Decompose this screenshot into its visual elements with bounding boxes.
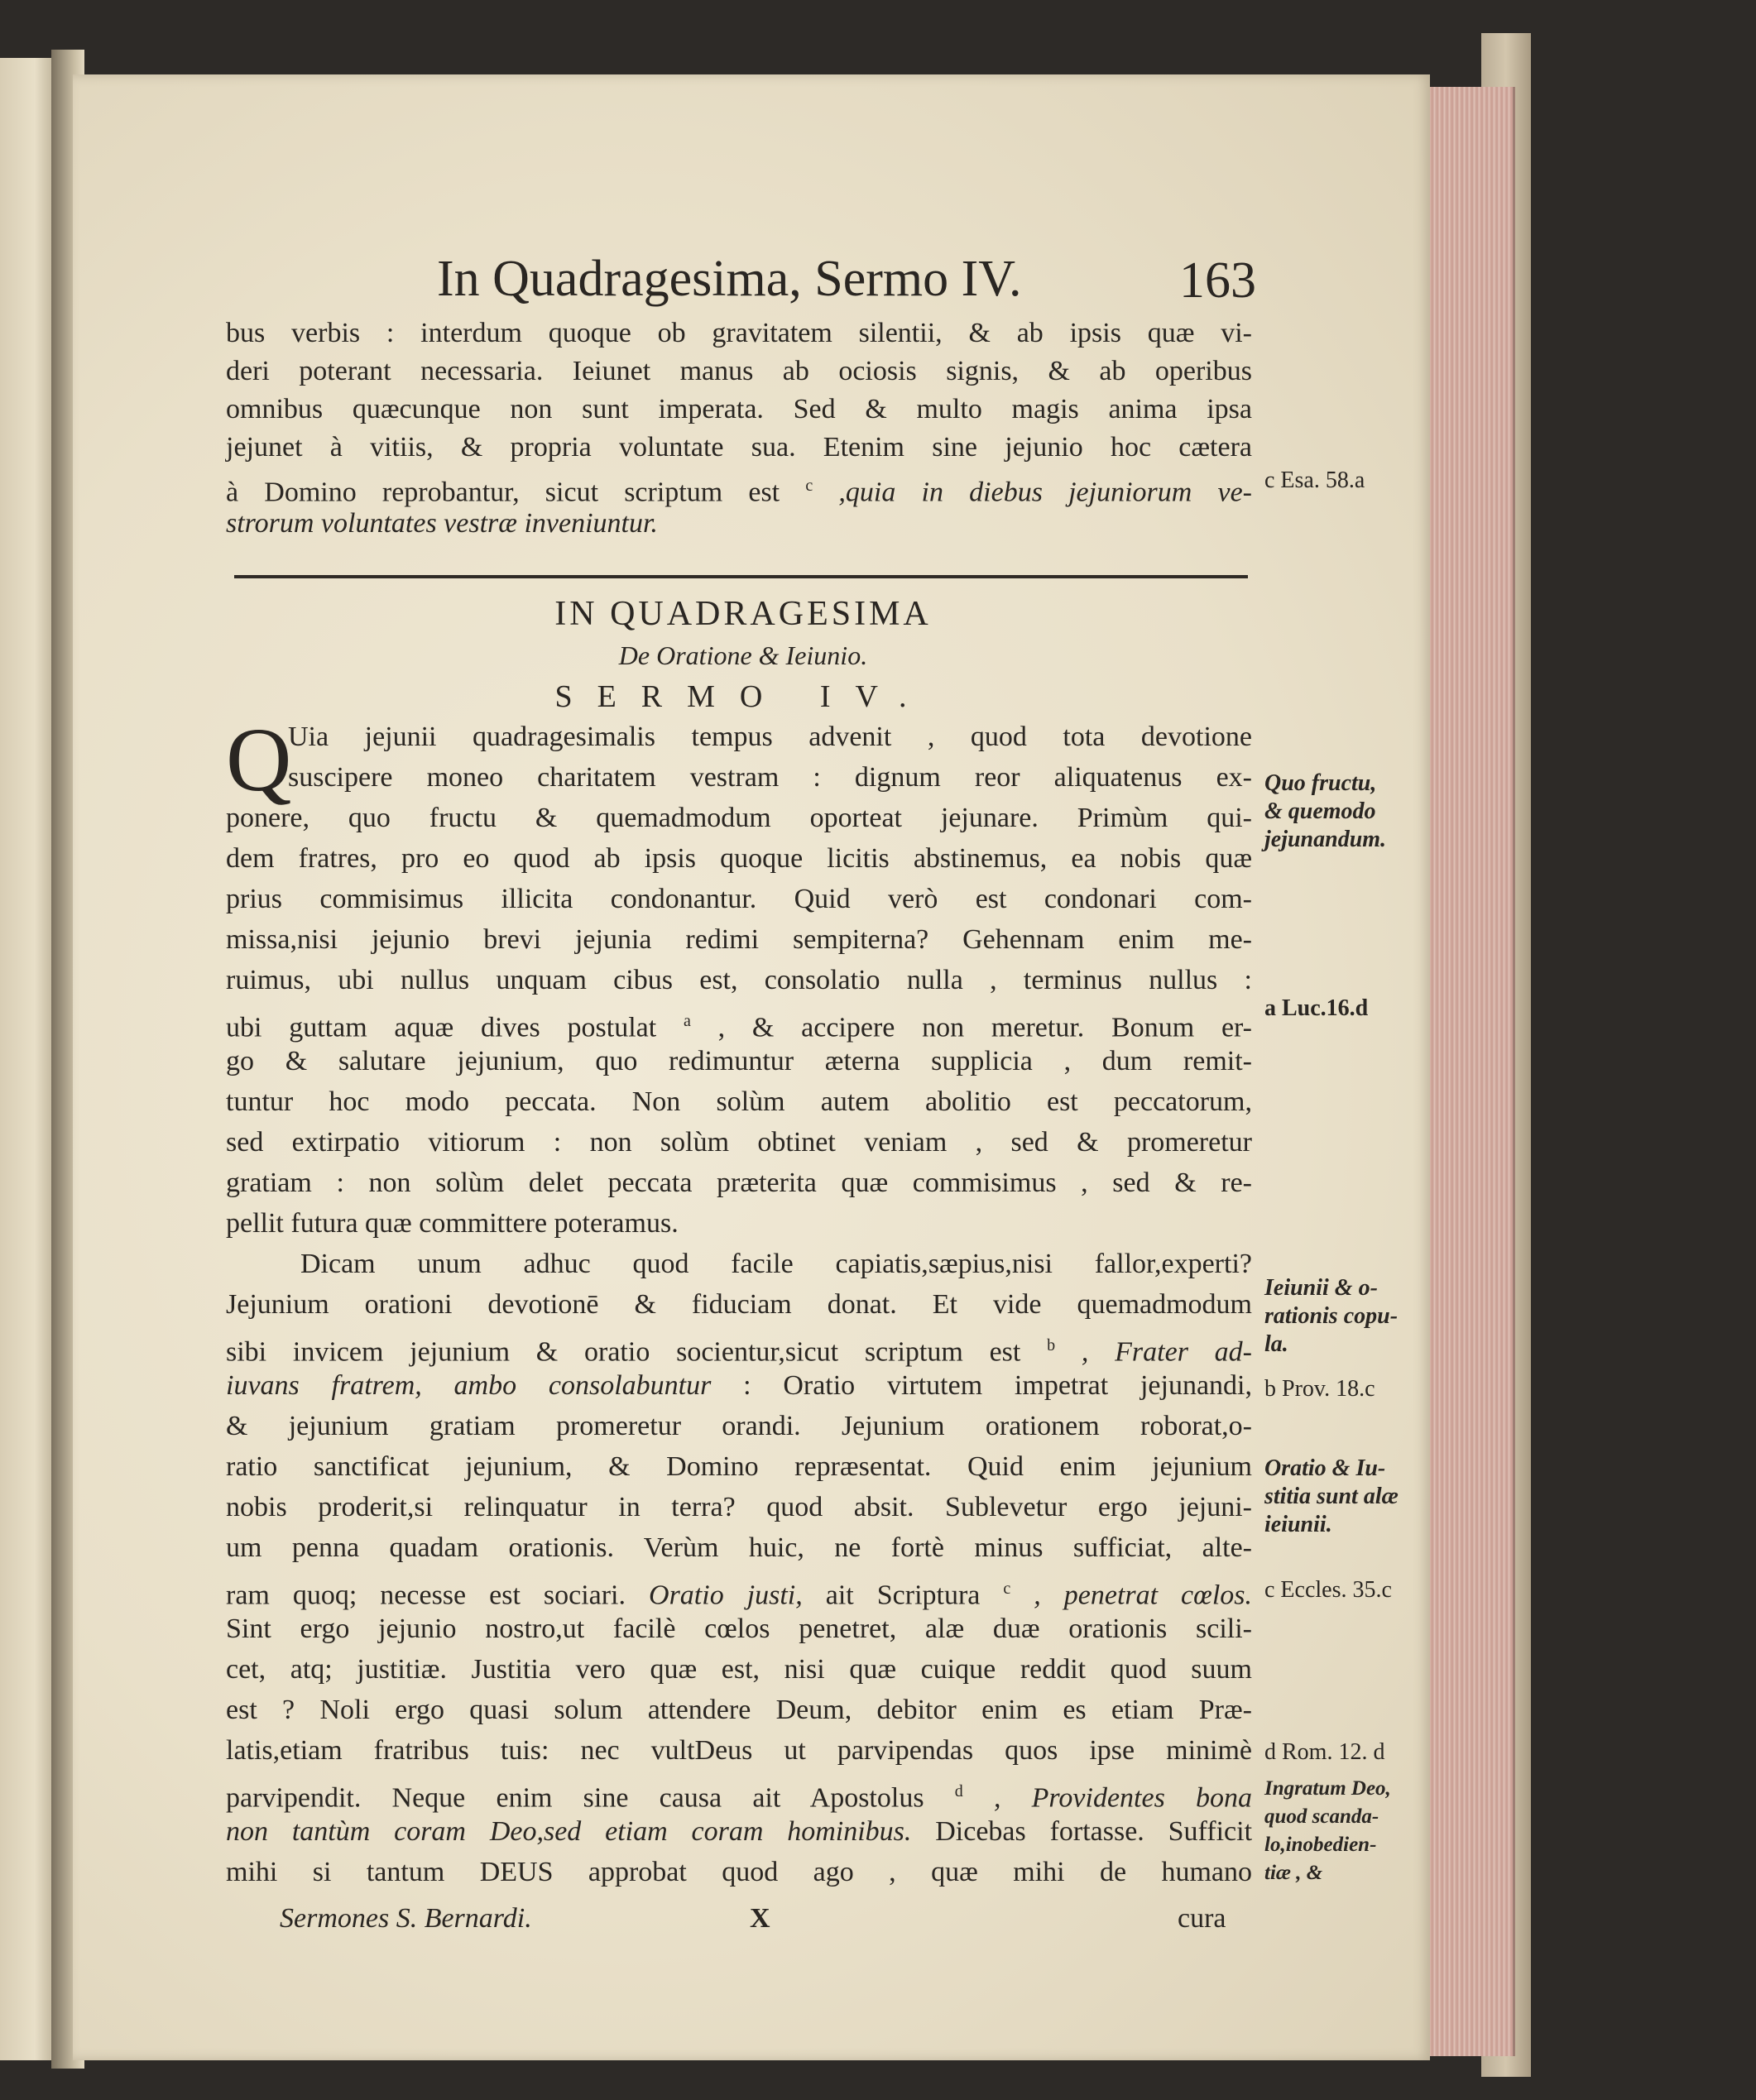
text-line: ruimus, ubi nullus unquam cibus est, consolatio nulla , terminus nullus : bbox=[226, 965, 1252, 995]
text-segment: , & accipere non meretur. Bonum er- bbox=[717, 1012, 1252, 1043]
margin-note: Ingratum Deo, bbox=[1264, 1777, 1391, 1800]
text-line: suscipere moneo charitatem vestram : dignum reor aliquatenus ex- bbox=[288, 762, 1252, 793]
margin-note: jejunandum. bbox=[1264, 827, 1387, 852]
text-line: cet, atq; justitiæ. Justitia vero quæ est, nisi quæ cuique reddit quod suum bbox=[226, 1654, 1252, 1685]
text-line bbox=[226, 1367, 1252, 1405]
margin-reference: c Eccles. 35.c bbox=[1264, 1577, 1392, 1603]
text-segment: ram quoq; necesse est sociari. bbox=[226, 1580, 626, 1611]
footnote-marker: b bbox=[1047, 1336, 1056, 1354]
text-line bbox=[226, 1002, 1252, 1047]
margin-note: Quo fructu, bbox=[1264, 770, 1377, 796]
footnote-marker: d bbox=[954, 1782, 963, 1800]
italic-quote: , Providentes bona bbox=[993, 1782, 1253, 1814]
text-line: pellit futura quæ committere poteramus. bbox=[226, 1208, 679, 1239]
text-line: bus verbis : interdum quoque ob gravitatem silentii, & ab ipsis quæ vi- bbox=[226, 318, 1252, 348]
text-line: Sint ergo jejunio nostro,ut facilè cœlos penetret, alæ duæ orationis scili- bbox=[226, 1613, 1252, 1644]
text-segment: à Domino reprobantur, sicut scriptum est bbox=[226, 477, 780, 508]
italic-quote: , Frater ad- bbox=[1081, 1336, 1253, 1368]
text-line: ponere, quo fructu & quemadmodum oporteat jejunare. Primùm qui- bbox=[226, 803, 1252, 833]
margin-note: quod scanda- bbox=[1264, 1805, 1379, 1828]
margin-note: tiæ , & bbox=[1264, 1862, 1323, 1884]
italic-quote: ,quia in diebus jejuniorum ve- bbox=[838, 477, 1253, 508]
text-line: tuntur hoc modo peccata. Non solùm autem abolitio est peccatorum, bbox=[226, 1086, 1252, 1117]
text-line: deri poterant necessaria. Ieiunet manus ab ociosis signis, & ab operibus bbox=[226, 356, 1252, 386]
margin-reference: a Luc.16.d bbox=[1264, 995, 1369, 1021]
footer-title: Sermones S. Bernardi. bbox=[280, 1903, 532, 1934]
text-line: ratio sanctificat jejunium, & Domino repræsentat. Quid enim jejunium bbox=[226, 1451, 1252, 1482]
text-line: go & salutare jejunium, quo redimuntur æterna supplicia , dum remit- bbox=[226, 1046, 1252, 1076]
text-line: latis,etiam fratribus tuis: nec vultDeus ut parvipendas quos ipse minimè bbox=[226, 1735, 1252, 1766]
text-line bbox=[226, 1570, 1252, 1614]
text-line: gratiam : non solùm delet peccata præterita quæ commisimus , sed & re- bbox=[226, 1167, 1252, 1198]
page-block-edge bbox=[1430, 87, 1515, 2056]
margin-note: & quemodo bbox=[1264, 798, 1376, 824]
margin-note: Oratio & Iu- bbox=[1264, 1455, 1386, 1481]
text-segment: : Oratio virtutem impetrat jejunandi, bbox=[743, 1370, 1253, 1401]
text-line: omnibus quæcunque non sunt imperata. Sed & multo magis anima ipsa bbox=[226, 394, 1252, 424]
running-header bbox=[437, 250, 1273, 316]
text-segment: sibi invicem jejunium & oratio socientur,sicut scriptum est bbox=[226, 1336, 1021, 1368]
catchword: cura bbox=[1178, 1903, 1226, 1934]
text-line: dem fratres, pro eo quod ab ipsis quoque licitis abstinemus, ea nobis quæ bbox=[226, 843, 1252, 874]
margin-reference: d Rom. 12. d bbox=[1264, 1739, 1385, 1765]
header-title: In Quadragesima, Sermo IV. bbox=[437, 251, 1022, 307]
drop-cap: Q bbox=[226, 709, 292, 810]
section-rule bbox=[234, 575, 1248, 578]
margin-note: ieiunii. bbox=[1264, 1512, 1332, 1537]
margin-reference: b Prov. 18.c bbox=[1264, 1376, 1375, 1402]
italic-quote: non tantùm coram Deo,sed etiam coram hominibus. bbox=[226, 1816, 912, 1847]
text-segment: ubi guttam aquæ dives postulat bbox=[226, 1012, 657, 1043]
footnote-marker: a bbox=[683, 1012, 691, 1030]
sermon-heading: SERMO IV. bbox=[554, 679, 932, 714]
margin-note: la. bbox=[1264, 1331, 1288, 1357]
margin-note: Ieiunii & o- bbox=[1264, 1275, 1378, 1301]
text-line bbox=[226, 1813, 1252, 1851]
text-line: mihi si tantum DEUS approbat quod ago , quæ mihi de humano bbox=[226, 1857, 1252, 1887]
text-line: prius commisimus illicita condonantur. Quid verò est condonari com- bbox=[226, 884, 1252, 914]
book-page bbox=[73, 74, 1430, 2060]
italic-quote: Oratio justi, bbox=[649, 1580, 803, 1611]
text-line: Dicam unum adhuc quod facile capiatis,sæpius,nisi fallor,experti? bbox=[300, 1249, 1252, 1279]
footnote-marker: c bbox=[1003, 1580, 1011, 1598]
text-segment: parvipendit. Neque enim sine causa ait Apostolus bbox=[226, 1782, 924, 1814]
text-line: nobis proderit,si relinquatur in terra? quod absit. Sublevetur ergo jejuni- bbox=[226, 1492, 1252, 1522]
text-line: & jejunium gratiam promeretur orandi. Jejunium orationem roborat,o- bbox=[226, 1411, 1252, 1441]
text-line: est ? Noli ergo quasi solum attendere Deum, debitor enim es etiam Præ- bbox=[226, 1695, 1252, 1725]
text-line: jejunet à vitiis, & propria voluntate sua. Etenim sine jejunio hoc cætera bbox=[226, 432, 1252, 463]
margin-note: rationis copu- bbox=[1264, 1303, 1399, 1329]
text-line: Uia jejunii quadragesimalis tempus advenit , quod tota devotione bbox=[288, 722, 1252, 752]
section-subtitle: De Oratione & Ieiunio. bbox=[618, 640, 868, 670]
text-line bbox=[226, 1772, 1252, 1817]
text-segment: ait Scriptura bbox=[825, 1580, 981, 1611]
text-line: sed extirpatio vitiorum : non solùm obtinet veniam , sed & promeretur bbox=[226, 1127, 1252, 1158]
text-line: um penna quadam orationis. Verùm huic, ne fortè minus sufficiat, alte- bbox=[226, 1532, 1252, 1563]
text-line: Jejunium orationi devotionē & fiduciam donat. Et vide quemadmodum bbox=[226, 1289, 1252, 1320]
text-segment: Dicebas fortasse. Sufficit bbox=[935, 1816, 1253, 1847]
section-title: IN QUADRAGESIMA bbox=[554, 595, 932, 633]
page-number: 163 bbox=[1179, 252, 1256, 309]
italic-quote: , penetrat cœlos. bbox=[1034, 1580, 1253, 1611]
margin-reference: c Esa. 58.a bbox=[1264, 467, 1365, 493]
italic-quote: iuvans fratrem, ambo consolabuntur bbox=[226, 1370, 712, 1401]
margin-note: lo,inobedien- bbox=[1264, 1834, 1377, 1856]
text-line bbox=[226, 1326, 1252, 1371]
signature-mark: X bbox=[750, 1903, 770, 1934]
margin-note: stitia sunt alæ bbox=[1264, 1484, 1399, 1509]
text-line: missa,nisi jejunio brevi jejunia redimi sempiterna? Gehennam enim me- bbox=[226, 924, 1252, 955]
text-line: strorum voluntates vestræ inveniuntur. bbox=[226, 508, 658, 539]
footnote-marker: c bbox=[805, 477, 813, 495]
